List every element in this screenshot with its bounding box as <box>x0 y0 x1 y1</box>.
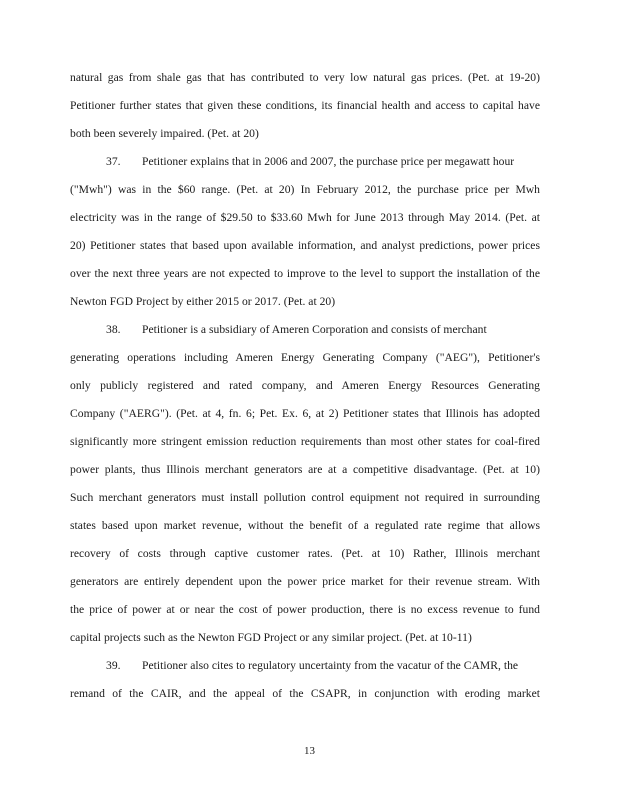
text-line: over the next three years are not expected to improve to the level to support the installation of the <box>70 267 540 280</box>
text-line: remand of the CAIR, and the appeal of the CSAPR, in conjunction with eroding market <box>70 687 540 700</box>
text-line: Newton FGD Project by either 2015 or 2017. (Pet. at 20) <box>70 295 336 308</box>
text-line: recovery of costs through captive customer rates. (Pet. at 10) Rather, Illinois merchant <box>70 547 540 560</box>
text-line: Petitioner further states that given these conditions, its financial health and access to capital have <box>70 99 540 112</box>
text-line: Petitioner is a subsidiary of Ameren Corporation and consists of merchant <box>142 323 487 336</box>
text-line: ("Mwh") was in the $60 range. (Pet. at 20) In February 2012, the purchase price per Mwh <box>70 183 540 196</box>
text-line: the price of power at or near the cost of power production, there is no excess revenue to fund <box>70 603 540 616</box>
text-line: Petitioner also cites to regulatory uncertainty from the vacatur of the CAMR, the <box>142 659 519 672</box>
paragraph-39-first-line <box>70 659 518 673</box>
text-line: only publicly registered and rated company, and Ameren Energy Resources Generating <box>70 379 540 392</box>
text-line: capital projects such as the Newton FGD Project or any similar project. (Pet. at 10-11) <box>70 631 472 644</box>
text-line: electricity was in the range of $29.50 to $33.60 Mwh for June 2013 through May 2014. (Pet. at <box>70 211 540 224</box>
text-line: generators are entirely dependent upon the power price market for their revenue stream. With <box>70 575 540 588</box>
text-line: Petitioner explains that in 2006 and 2007, the purchase price per megawatt hour <box>142 155 515 168</box>
paragraph-number: 39. <box>106 659 121 672</box>
text-line: both been severely impaired. (Pet. at 20) <box>70 127 259 140</box>
text-line: natural gas from shale gas that has contributed to very low natural gas prices. (Pet. at 19-20) <box>70 71 540 84</box>
text-line: Company ("AERG"). (Pet. at 4, fn. 6; Pet. Ex. 6, at 2) Petitioner states that Illinois has adopted <box>70 407 540 420</box>
paragraph-number: 37. <box>106 155 121 168</box>
paragraph-38-first-line <box>70 323 487 337</box>
page-number: 13 <box>304 745 315 757</box>
text-line: Such merchant generators must install pollution control equipment not required in surrounding <box>70 491 540 504</box>
paragraph-number: 38. <box>106 323 121 336</box>
text-line: significantly more stringent emission reduction requirements than most other states for coal-fired <box>70 435 540 448</box>
text-line: 20) Petitioner states that based upon available information, and analyst predictions, power prices <box>70 239 540 252</box>
text-line: power plants, thus Illinois merchant generators are at a competitive disadvantage. (Pet. at 10) <box>70 463 540 476</box>
text-line: states based upon market revenue, without the benefit of a regulated rate regime that allows <box>70 519 540 532</box>
text-line: generating operations including Ameren Energy Generating Company ("AEG"), Petitioner's <box>70 351 540 364</box>
paragraph-37-first-line <box>70 155 514 169</box>
